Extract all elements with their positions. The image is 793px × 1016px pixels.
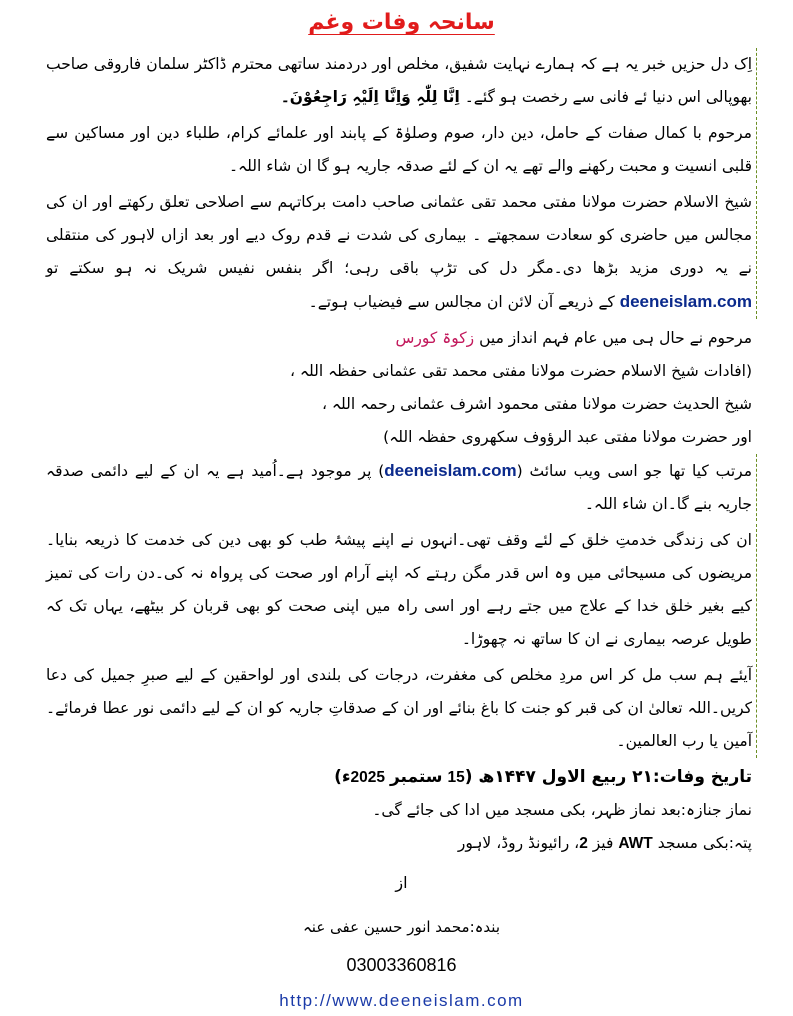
association-text: شیخ الاسلام حضرت مولانا مفتی محمد تقی عثمانی صاحب دامت برکاتہم سے اصلاحی تعلق رکھتے اور ان کی مجالس میں حاضری کو سعادت سمجھتے ۔ بیماری کی شدت نے قدم روک دیے اور بعد ازاں لاہور کی منتقلی نے یہ دوری مزید بڑھا دی۔مگر دل کی تڑپ باقی رہی؛ اگر بنفس نفیس شریک نہ ہو سکتے تو <box>46 193 752 277</box>
from-label: از <box>395 873 408 892</box>
course-credit-line-1: (افادات شیخ الاسلام حضرت مولانا مفتی محمد تقی عثمانی حفظہ اللہ ، <box>289 362 752 380</box>
quran-verse: اِنَّا لِلّٰہِ وَاِنَّا اِلَیْہِ رَاجِعُوْنَ۔ <box>280 88 460 106</box>
paragraph-announcement <box>46 48 757 114</box>
announcement-text: اِک دل حزیں خبر یہ ہے کہ ہمارے نہایت شفیق، مخلص اور دردمند ساتھی محترم ڈاکٹر سلمان فاروقی صاحب بھوپالی اس دنیا ئے فانی سے رخصت ہو گئے۔ <box>46 55 752 106</box>
course-name: زکوۃ کورس <box>395 329 475 347</box>
death-date-end: ء) <box>334 767 351 787</box>
paragraph-qualities: مرحوم با کمال صفات کے حامل، دین دار، صوم وصلوٰۃ کے پابند اور علمائے کرام، طلباء دین اور مساکین سے قلبی انسیت و محبت رکھنے والے تھے یہ ان کے لئے صدقہ جاریہ ہو گا ان شاء اللہ۔ <box>46 117 757 183</box>
death-date-line <box>46 761 757 794</box>
death-date-year: 2025 <box>350 769 386 786</box>
website-text: مرتب کیا تھا جو اسی ویب سائٹ ( <box>516 462 753 480</box>
paragraph-website <box>46 454 757 521</box>
death-date-month: ستمبر <box>389 767 443 787</box>
janaza-line: نماز جنازہ:بعد نماز ظہر، بکی مسجد میں ادا کی جائے گی۔ <box>372 801 752 819</box>
signer-name: بندہ:محمد انور حسین عفی عنہ <box>303 918 500 936</box>
course-credit-line-3: اور حضرت مولانا مفتی عبد الرؤوف سکھروی حفظہ اللہ) <box>383 428 752 446</box>
association-text-end: کے ذریعے آن لائن ان مجالس سے فیضیاب ہوتے۔ <box>308 293 615 311</box>
paragraph-service: ان کی زندگی خدمتِ خلق کے لئے وقف تھی۔انہوں نے اپنے پیشۂ طب کو بھی دین کی خدمت کا ذریعہ بنایا۔مریضوں کی مسیحائی میں وہ اس قدر مگن رہتے کہ اپنے آرام اور صحت کی پرواہ نہ کی۔دن رات کی تمیز کیے بغیر خلق خدا کے علاج میں جتے رہے اور اسی راہ میں اپنی صحت کو بھی قربان کر بیٹھے، یہاں تک کہ طویل عرصہ بیماری نے ان کا ساتھ نہ چھوڑا۔ <box>46 524 757 656</box>
paragraph-prayer: آیئے ہم سب مل کر اس مردِ مخلص کی مغفرت، درجات کی بلندی اور لواحقین کے لیے صبرِ جمیل کی دعا کریں۔اللہ تعالیٰ ان کی قبر کو جنت کا باغ بنائے اور ان کے صدقاتِ جاریہ کو ان کے لیے دائمی نور عطا فرمائے۔آمین یا رب العالمین۔ <box>46 659 757 758</box>
website-link-inline-2[interactable]: deeneislam.com <box>384 461 517 480</box>
website-footer-link[interactable]: http://www.deeneislam.com <box>279 991 524 1010</box>
page-title: سانحہ وفات وغم <box>308 10 495 35</box>
address-phase: 2 <box>579 835 588 852</box>
course-credit-line-2: شیخ الحدیث حضرت مولانا مفتی محمود اشرف عثمانی رحمہ اللہ ، <box>321 395 752 413</box>
paragraph-course <box>46 322 757 355</box>
phone-number: 03003360816 <box>346 955 457 975</box>
address-awt: AWT <box>618 835 653 852</box>
course-intro: مرحوم نے حال ہی میں عام فہم انداز میں <box>479 329 752 347</box>
address-mid: فیز <box>592 834 614 852</box>
death-date-day: 15 <box>447 769 465 786</box>
address-line <box>46 827 757 860</box>
address-prefix: پتہ:بکی مسجد <box>657 834 752 852</box>
paragraph-association <box>46 186 757 319</box>
website-text-end: ) پر موجود ہے۔اُمید ہے یہ ان کے لیے دائمی صدقہ جاریہ بنے گا۔ان شاء اللہ۔ <box>46 462 752 513</box>
website-link-inline[interactable]: deeneislam.com <box>619 292 752 311</box>
death-date-label: تاریخ وفات:۲۱ ربیع الاول ۱۴۴۷ھ ( <box>464 767 752 787</box>
address-suffix: ، رائیونڈ روڈ، لاہور <box>457 834 580 852</box>
